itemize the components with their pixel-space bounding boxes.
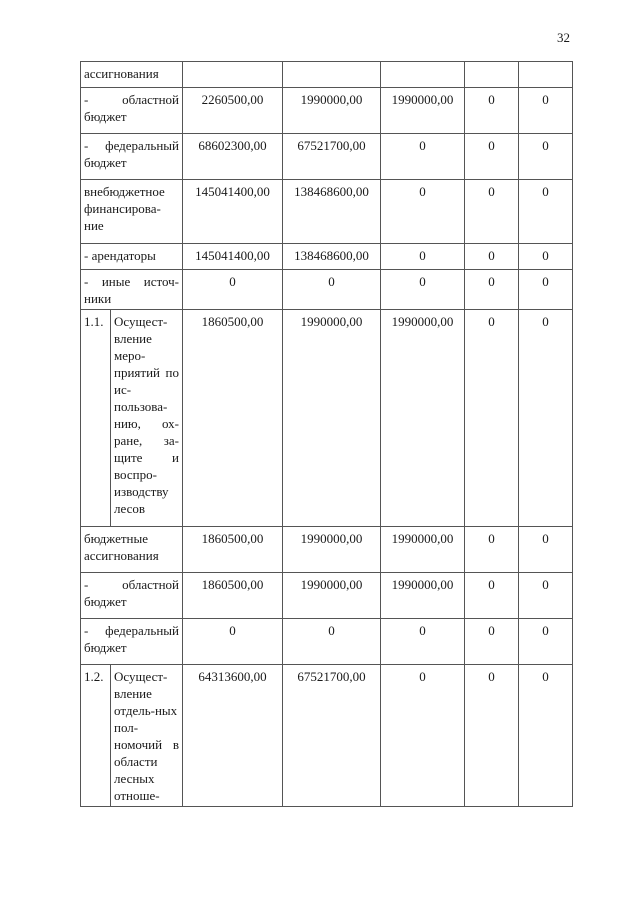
- value-cell: 0: [519, 134, 573, 180]
- value-cell: [519, 62, 573, 88]
- row-label: внебюджетное финансирова-ние: [81, 180, 183, 244]
- value-cell: 1990000,00: [381, 573, 465, 619]
- value-cell: 68602300,00: [183, 134, 283, 180]
- value-cell: 1990000,00: [283, 310, 381, 527]
- value-cell: 138468600,00: [283, 244, 381, 270]
- value-cell: [183, 62, 283, 88]
- table-row: [81, 134, 573, 180]
- row-label: ассигнования: [81, 62, 183, 88]
- row-label: - областной бюджет: [81, 88, 183, 134]
- value-cell: 0: [465, 88, 519, 134]
- value-cell: 1990000,00: [283, 573, 381, 619]
- value-cell: [465, 62, 519, 88]
- value-cell: 67521700,00: [283, 665, 381, 807]
- financing-table: [80, 61, 573, 807]
- table-row: [81, 180, 573, 244]
- row-label: - федеральный бюджет: [81, 619, 183, 665]
- row-label: - арендаторы: [81, 244, 183, 270]
- value-cell: 0: [465, 527, 519, 573]
- value-cell: 0: [283, 270, 381, 310]
- table-row: [81, 619, 573, 665]
- value-cell: 0: [465, 244, 519, 270]
- value-cell: 0: [519, 88, 573, 134]
- value-cell: 0: [465, 134, 519, 180]
- value-cell: 0: [519, 180, 573, 244]
- value-cell: 2260500,00: [183, 88, 283, 134]
- value-cell: 0: [519, 244, 573, 270]
- value-cell: 1990000,00: [381, 527, 465, 573]
- value-cell: 0: [283, 619, 381, 665]
- table-row: [81, 270, 573, 310]
- value-cell: 0: [381, 665, 465, 807]
- table-row-item: [81, 665, 573, 807]
- value-cell: 67521700,00: [283, 134, 381, 180]
- value-cell: 1860500,00: [183, 310, 283, 527]
- value-cell: 0: [519, 270, 573, 310]
- table-row-item: [81, 310, 573, 527]
- value-cell: [381, 62, 465, 88]
- value-cell: 0: [381, 619, 465, 665]
- row-label: - областной бюджет: [81, 573, 183, 619]
- value-cell: 0: [465, 180, 519, 244]
- value-cell: 0: [465, 665, 519, 807]
- value-cell: [283, 62, 381, 88]
- value-cell: 64313600,00: [183, 665, 283, 807]
- value-cell: 0: [519, 619, 573, 665]
- value-cell: 0: [519, 573, 573, 619]
- value-cell: 1990000,00: [381, 310, 465, 527]
- value-cell: 1860500,00: [183, 573, 283, 619]
- value-cell: 0: [519, 310, 573, 527]
- page-number: 32: [557, 30, 570, 45]
- table-row: [81, 527, 573, 573]
- value-cell: 0: [465, 270, 519, 310]
- item-index: 1.1.: [81, 310, 111, 527]
- table-row: [81, 88, 573, 134]
- value-cell: 1860500,00: [183, 527, 283, 573]
- item-name: Осущест-вление меро-приятий по ис-пользова-нию, ох-ране, за-щите и воспро-изводству лесов: [111, 310, 183, 527]
- table-row: [81, 62, 573, 88]
- table-row: [81, 244, 573, 270]
- value-cell: 145041400,00: [183, 244, 283, 270]
- item-index: 1.2.: [81, 665, 111, 807]
- value-cell: 1990000,00: [381, 88, 465, 134]
- value-cell: 0: [381, 180, 465, 244]
- value-cell: 0: [381, 244, 465, 270]
- value-cell: 0: [381, 270, 465, 310]
- value-cell: 0: [183, 619, 283, 665]
- table-row: [81, 573, 573, 619]
- value-cell: 0: [381, 134, 465, 180]
- value-cell: 0: [465, 573, 519, 619]
- value-cell: 1990000,00: [283, 88, 381, 134]
- value-cell: 0: [519, 527, 573, 573]
- value-cell: 0: [465, 619, 519, 665]
- value-cell: 138468600,00: [283, 180, 381, 244]
- value-cell: 0: [519, 665, 573, 807]
- value-cell: 1990000,00: [283, 527, 381, 573]
- row-label: - федеральный бюджет: [81, 134, 183, 180]
- value-cell: 145041400,00: [183, 180, 283, 244]
- row-label: - иные источ-ники: [81, 270, 183, 310]
- value-cell: 0: [183, 270, 283, 310]
- row-label: бюджетные ассигнования: [81, 527, 183, 573]
- table-body: [81, 62, 573, 807]
- value-cell: 0: [465, 310, 519, 527]
- item-name: Осущест-вление отдель-ных пол-номочий в области лесных отноше-: [111, 665, 183, 807]
